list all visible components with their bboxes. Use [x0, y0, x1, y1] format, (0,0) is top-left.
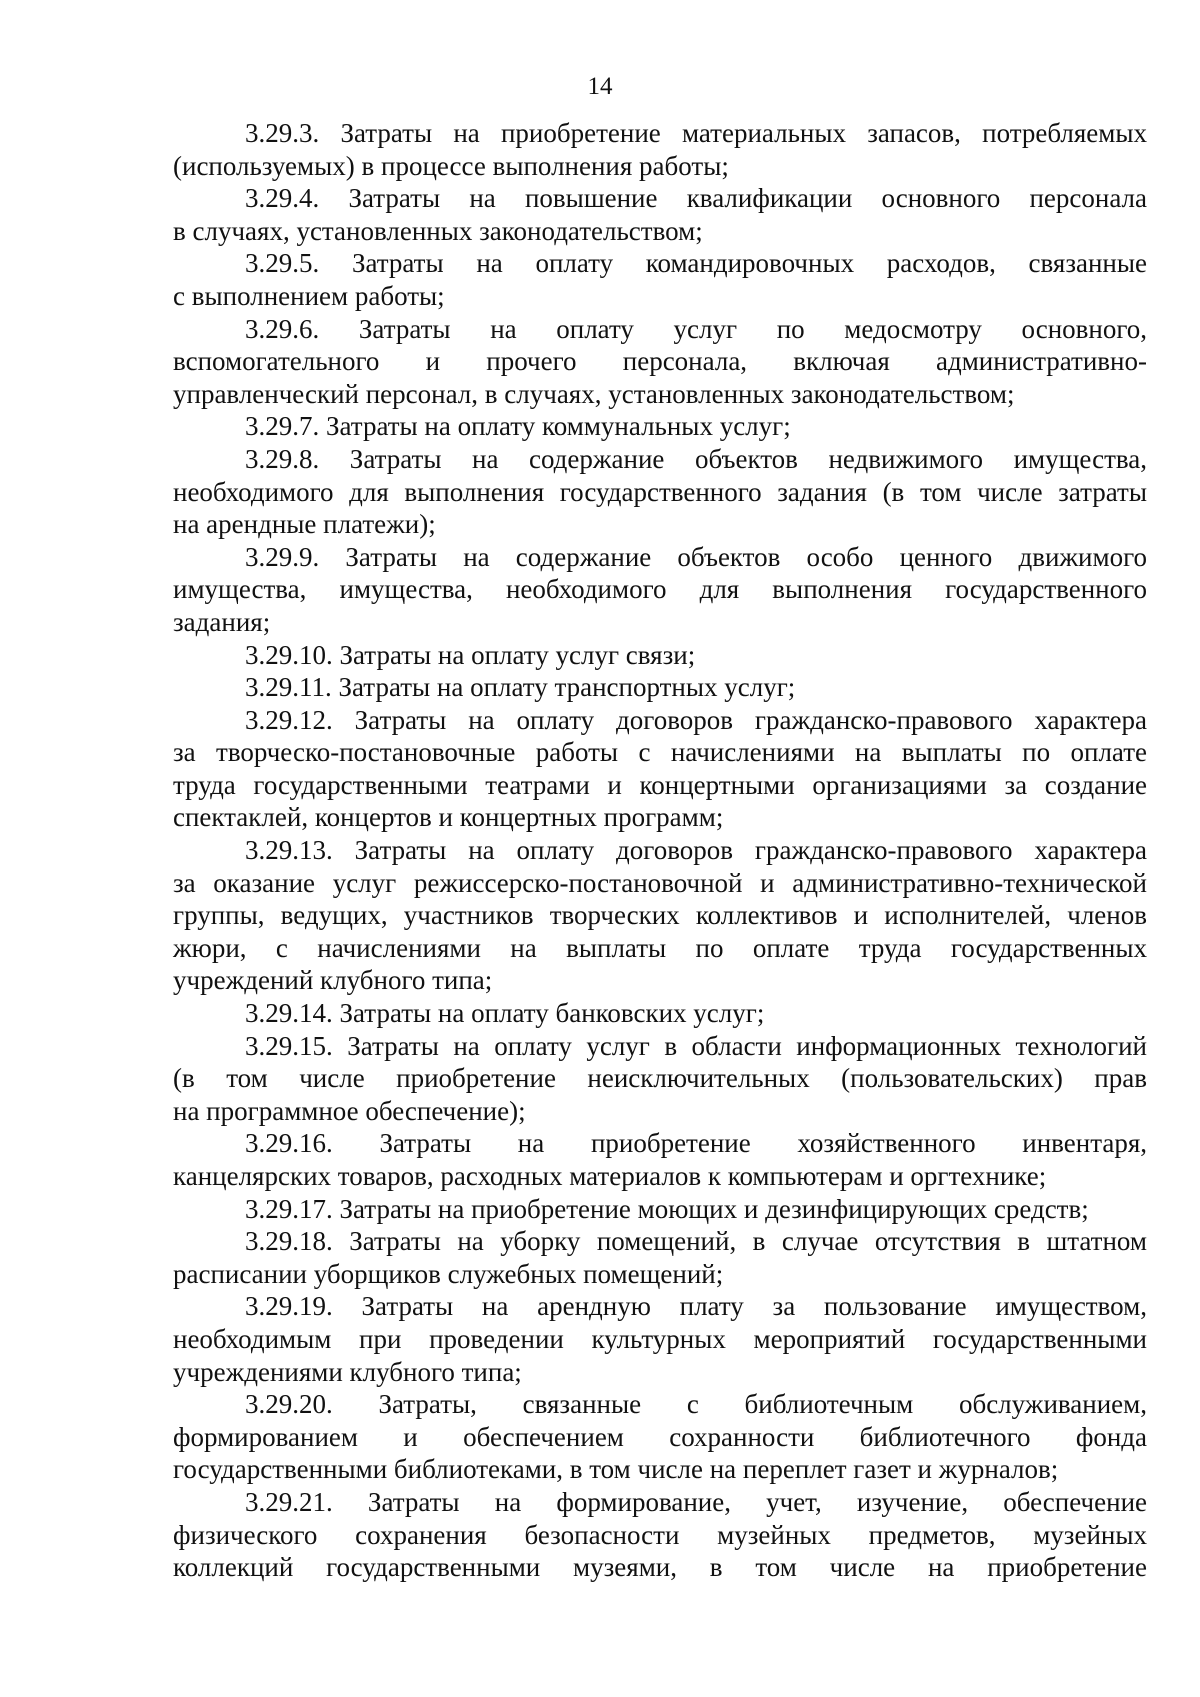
clause-line: группы, ведущих, участников творческих коллективов и исполнителей, членов: [173, 900, 1147, 931]
clause-line: 3.29.6. Затраты на оплату услуг по медосмотру основного,: [245, 313, 1147, 344]
clause-paragraph: [173, 1030, 1147, 1128]
clause-line: 3.29.12. Затраты на оплату договоров гражданско-правового характера: [245, 704, 1147, 735]
clause-line: (в том числе приобретение неисключительных (пользовательских) прав: [173, 1063, 1147, 1094]
clause-line: учреждений клубного типа;: [173, 965, 493, 996]
clause-line: труда государственными театрами и концертными организациями за создание: [173, 769, 1147, 800]
clause-line: необходимого для выполнения государственного задания (в том числе затраты: [173, 476, 1147, 507]
clause-line: 3.29.20. Затраты, связанные с библиотечным обслуживанием,: [245, 1389, 1147, 1420]
clause-line: задания;: [173, 606, 271, 637]
clause-line: жюри, с начислениями на выплаты по оплате труда государственных: [173, 932, 1147, 963]
clause-line: управленческий персонал, в случаях, установленных законодательством;: [173, 378, 1015, 409]
clause-paragraph: [173, 443, 1147, 541]
clause-paragraph: [173, 247, 1147, 312]
clause-line: учреждениями клубного типа;: [173, 1356, 522, 1387]
clause-line: за оказание услуг режиссерско-постановочной и административно-технической: [173, 867, 1147, 898]
clause-line: 3.29.8. Затраты на содержание объектов недвижимого имущества,: [245, 443, 1147, 474]
clause-line: 3.29.18. Затраты на уборку помещений, в случае отсутствия в штатном: [245, 1226, 1147, 1257]
clause-line: спектаклей, концертов и концертных программ;: [173, 802, 724, 833]
clause-line: 3.29.10. Затраты на оплату услуг связи;: [245, 639, 696, 670]
clause-line: 3.29.15. Затраты на оплату услуг в области информационных технологий: [245, 1030, 1147, 1061]
clause-paragraph: [173, 117, 1147, 182]
clause-paragraph: [173, 1290, 1147, 1388]
clause-line: 3.29.19. Затраты на арендную плату за пользование имуществом,: [245, 1291, 1147, 1322]
clause-paragraph: [173, 639, 1147, 672]
clause-line: 3.29.9. Затраты на содержание объектов особо ценного движимого: [245, 541, 1147, 572]
clause-paragraph: [173, 834, 1147, 997]
clause-paragraph: [173, 1193, 1147, 1226]
clause-line: (используемых) в процессе выполнения работы;: [173, 150, 729, 181]
clause-line: на арендные платежи);: [173, 509, 436, 540]
clause-line: имущества, имущества, необходимого для выполнения государственного: [173, 574, 1147, 605]
clause-paragraph: [173, 1225, 1147, 1290]
clause-paragraph: [173, 997, 1147, 1030]
clause-paragraph: [173, 1388, 1147, 1486]
clause-paragraph: [173, 313, 1147, 411]
clause-line: 3.29.4. Затраты на повышение квалификации основного персонала: [245, 183, 1147, 214]
clause-paragraph: [173, 1127, 1147, 1192]
clause-line: с выполнением работы;: [173, 280, 445, 311]
clause-paragraph: [173, 541, 1147, 639]
clause-line: формированием и обеспечением сохранности библиотечного фонда: [173, 1421, 1147, 1452]
clause-line: 3.29.17. Затраты на приобретение моющих и дезинфицирующих средств;: [245, 1193, 1089, 1224]
document-body: [173, 117, 1147, 1584]
clause-paragraph: [173, 704, 1147, 834]
clause-line: 3.29.14. Затраты на оплату банковских услуг;: [245, 998, 765, 1029]
clause-line: 3.29.7. Затраты на оплату коммунальных услуг;: [245, 411, 791, 442]
clause-line: на программное обеспечение);: [173, 1095, 526, 1126]
clause-line: канцелярских товаров, расходных материалов к компьютерам и оргтехнике;: [173, 1161, 1047, 1191]
clause-line: физического сохранения безопасности музейных предметов, музейных: [173, 1519, 1147, 1550]
clause-paragraph: [173, 410, 1147, 443]
clause-line: в случаях, установленных законодательством;: [173, 215, 703, 246]
clause-line: 3.29.21. Затраты на формирование, учет, изучение, обеспечение: [245, 1486, 1147, 1517]
clause-line: 3.29.5. Затраты на оплату командировочных расходов, связанные: [245, 248, 1147, 279]
clause-line: 3.29.16. Затраты на приобретение хозяйственного инвентаря,: [245, 1128, 1147, 1159]
clause-line: необходимым при проведении культурных мероприятий государственными: [173, 1323, 1147, 1354]
clause-paragraph: [173, 1486, 1147, 1584]
clause-line: коллекций государственными музеями, в том числе на приобретение: [173, 1552, 1147, 1583]
clause-line: 3.29.3. Затраты на приобретение материальных запасов, потребляемых: [245, 118, 1147, 148]
clause-line: за творческо-постановочные работы с начислениями на выплаты по оплате: [173, 737, 1147, 768]
clause-paragraph: [173, 671, 1147, 704]
page-number: 14: [587, 73, 613, 100]
clause-line: расписании уборщиков служебных помещений;: [173, 1258, 724, 1289]
clause-line: 3.29.13. Затраты на оплату договоров гражданско-правового характера: [245, 835, 1147, 866]
clause-line: вспомогательного и прочего персонала, включая административно-: [173, 346, 1147, 377]
clause-line: государственными библиотеками, в том числе на переплет газет и журналов;: [173, 1454, 1059, 1485]
clause-line: 3.29.11. Затраты на оплату транспортных услуг;: [245, 672, 796, 703]
clause-paragraph: [173, 182, 1147, 247]
